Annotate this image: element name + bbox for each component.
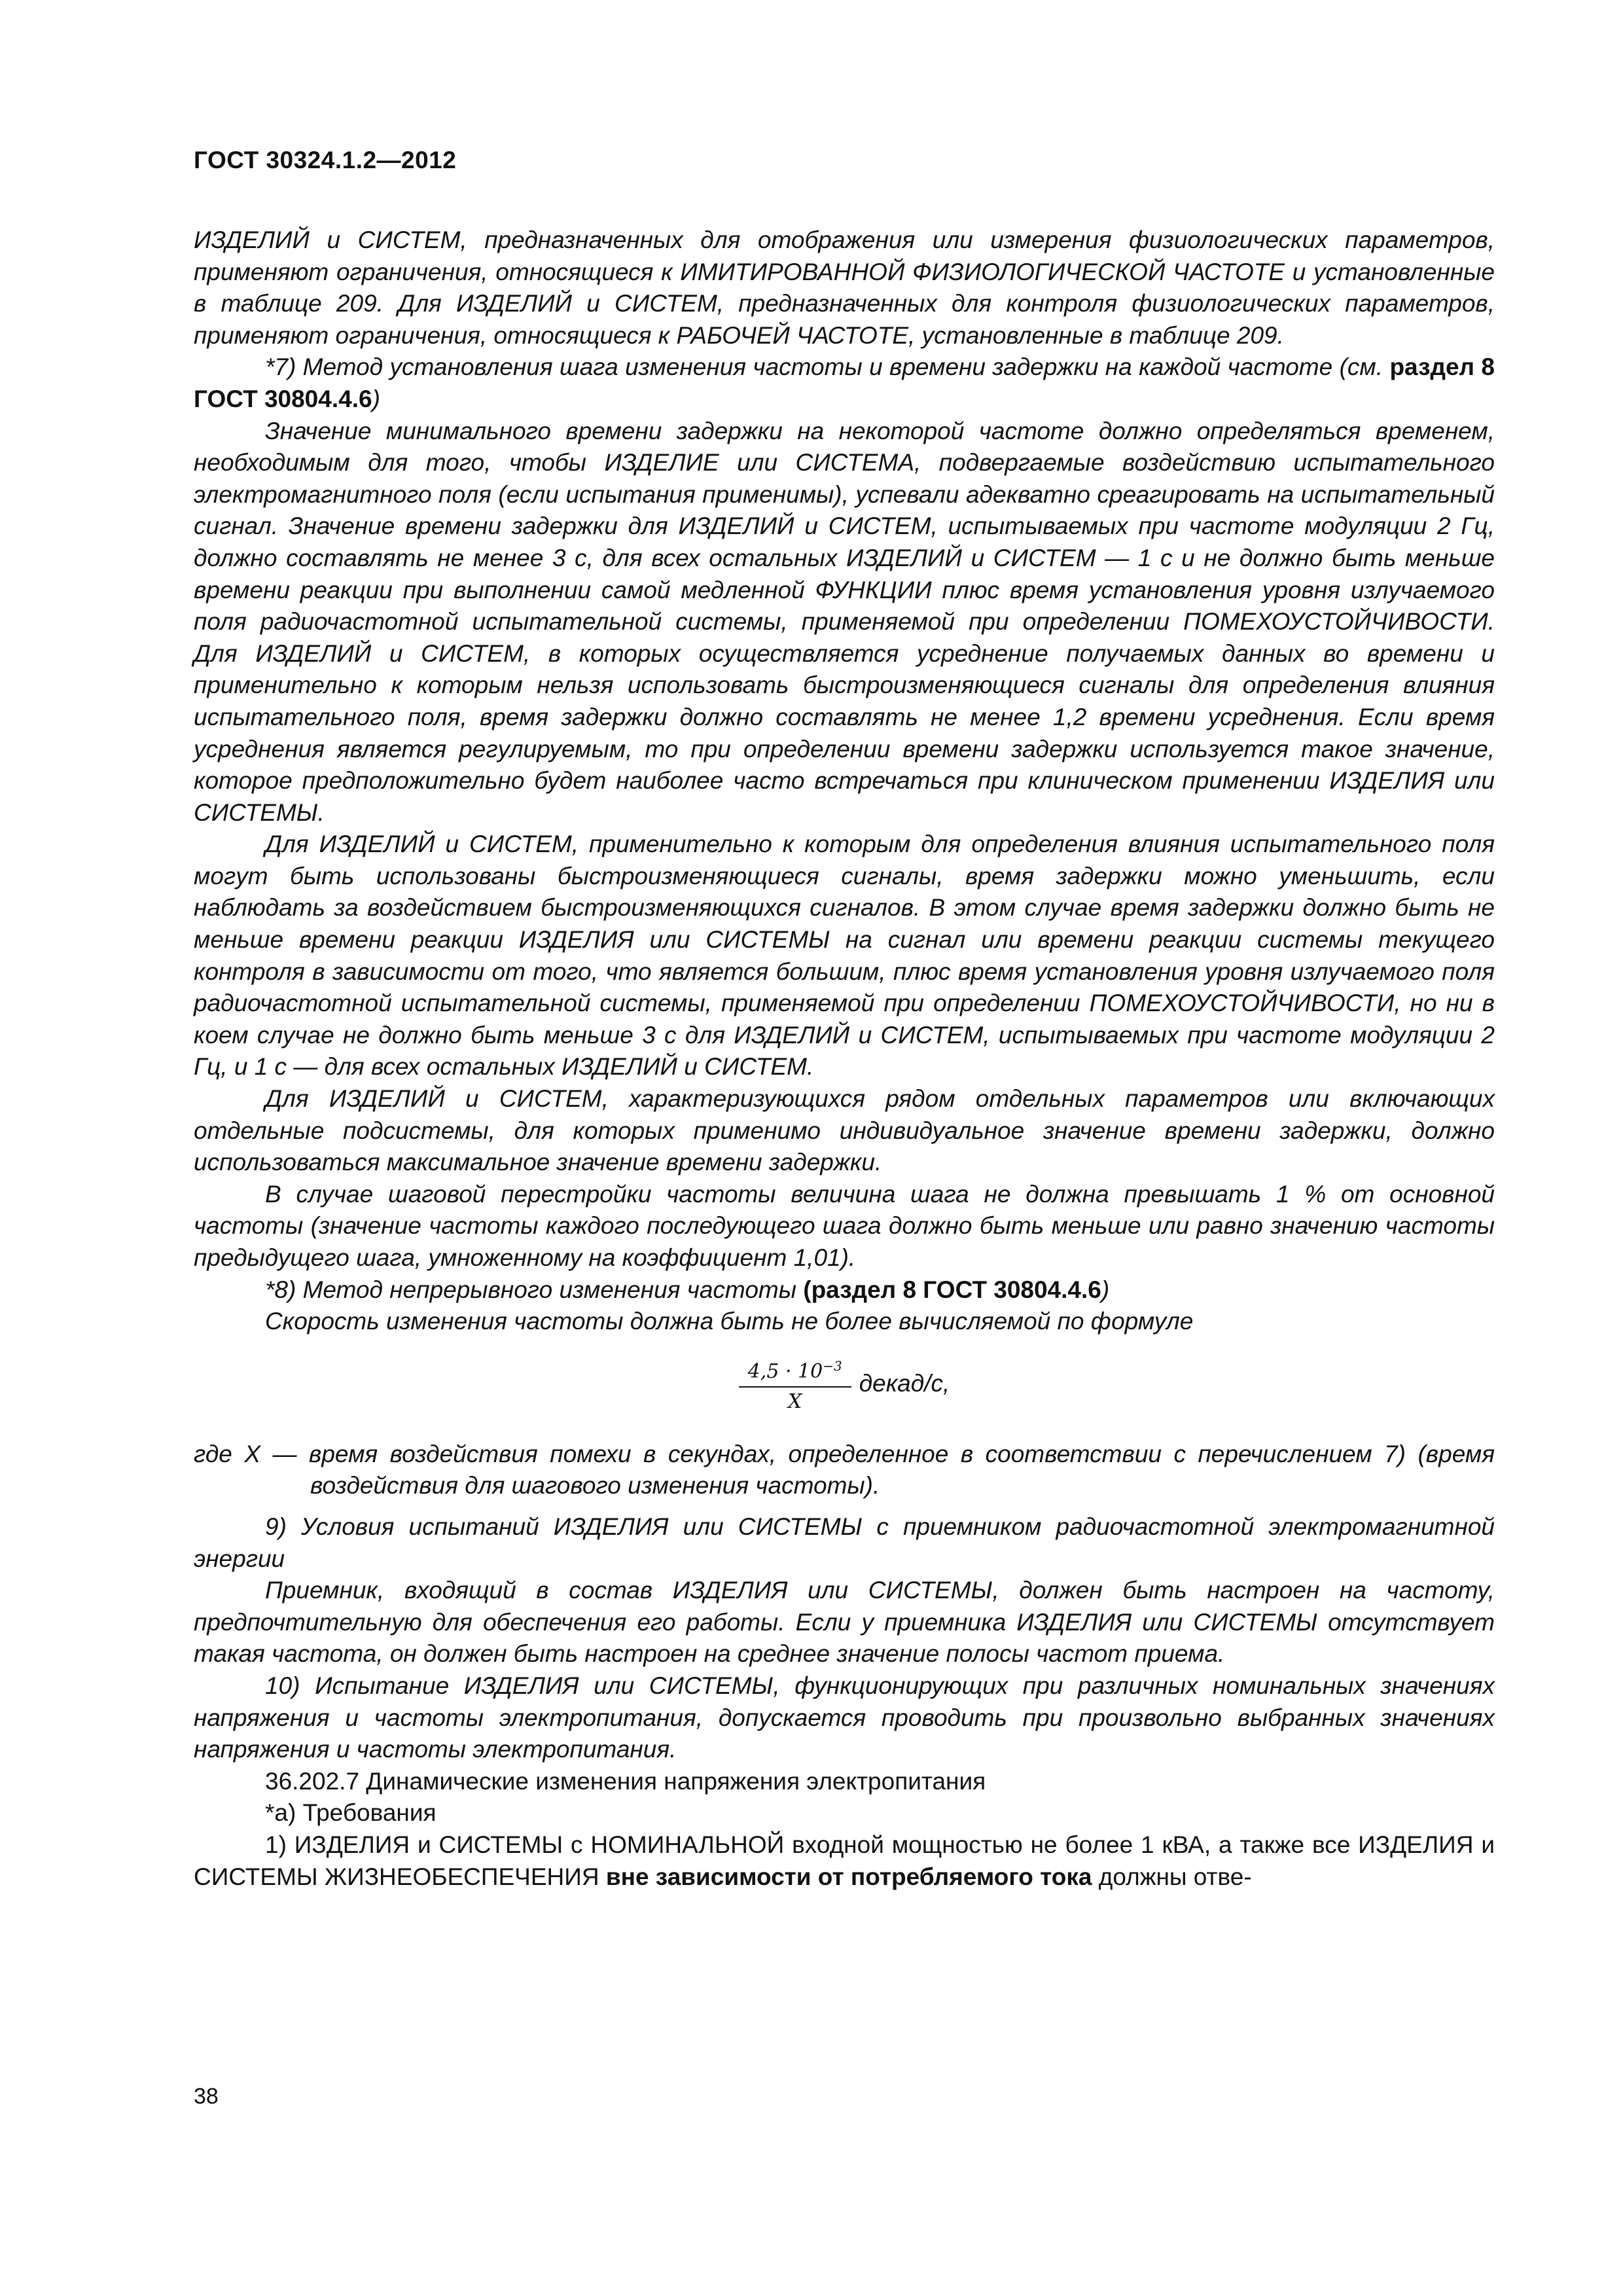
requirement-1-text: 1) ИЗДЕЛИЯ и СИСТЕМЫ с НОМИНАЛЬНОЙ входной мощностью не более 1 кВА, а также все ИЗДЕЛИЯ и СИСТЕМЫ ЖИЗНЕОБЕСПЕЧЕНИЯ: [194, 1831, 1495, 1890]
formula-fraction: [739, 1353, 851, 1415]
document-body: [194, 224, 1495, 1893]
item-8-reference: (раздел 8 ГОСТ 30804.4.6: [803, 1276, 1101, 1303]
rate-formula: [194, 1342, 1495, 1427]
item-8-text: *8) Метод непрерывного изменения частоты: [265, 1276, 804, 1303]
paragraph-delay-time: Значение минимального времени задержки на некоторой частоте должно определяться временем, необходимым для того, чтобы ИЗДЕЛИЕ или СИСТЕМА, подвергаемые воздействию испытательного электромагнитного поля (если испытания применимы), успевали адекватно среагировать на испытательный сигнал. Значение времени задержки для ИЗДЕЛИЙ и СИСТЕМ, испытываемых при частоте модуляции 2 Гц, должно составлять не менее 3 с, для всех остальных ИЗДЕЛИЙ и СИСТЕМ — 1 с и не должно быть меньше времени реакции при выполнении самой медленной ФУНКЦИИ плюс время установления уровня излучаемого поля радиочастотной испытательной системы, применяемой при определении ПОМЕХОУСТОЙЧИВОСТИ. Для ИЗДЕЛИЙ и СИСТЕМ, в которых осуществляется усреднение получаемых данных во времени и применительно к которым нельзя использовать быстроизменяющиеся сигналы для определения влияния испытательного поля, время задержки должно составлять не менее 1,2 времени усреднения. Если время усреднения является регулируемым, то при определении времени задержки используется такое значение, которое предположительно будет наиболее часто встречаться при клиническом применении ИЗДЕЛИЯ или СИСТЕМЫ.: [194, 417, 1495, 826]
page-number: 38: [194, 2084, 219, 2109]
formula-denominator: X: [788, 1390, 802, 1414]
paragraph-subsystems: Для ИЗДЕЛИЙ и СИСТЕМ, характеризующихся рядом отдельных параметров или включающих отдельные подсистемы, для которых применимо индивидуальное значение времени задержки, должно использоваться максимальное значение времени задержки.: [194, 1085, 1495, 1176]
paragraph-requirement-1: [194, 1829, 1495, 1893]
paragraph-item-8: [194, 1274, 1495, 1306]
standard-header: ГОСТ 30324.1.2—2012: [194, 147, 457, 173]
item-7-text: *7) Метод установления шага изменения частоты и времени задержки на каждой частоте (см.: [265, 353, 1383, 381]
formula-unit: декад/с,: [859, 1370, 950, 1397]
formula-numerator: $4,5 \cdot 10^{-3}$: [739, 1353, 851, 1388]
paragraph-receiver: Приемник, входящий в состав ИЗДЕЛИЯ или СИСТЕМЫ, должен быть настроен на частоту, предпочтительную для обеспечения его работы. Если у приемника ИЗДЕЛИЯ или СИСТЕМЫ отсутствует такая частота, он должен быть настроен на среднее значение полосы частот приема.: [194, 1577, 1495, 1668]
paragraph-item-7: [194, 351, 1495, 415]
requirement-1-end: должны отве-: [1092, 1863, 1252, 1890]
section-36-202-7: 36.202.7 Динамические изменения напряжения электропитания: [265, 1767, 986, 1795]
paragraph-rate-formula-intro: Скорость изменения частоты должна быть не более вычисляемой по формуле: [265, 1308, 1194, 1335]
requirement-1-emphasis: вне зависимости от потребляемого тока: [605, 1863, 1092, 1890]
item-8-close: ): [1101, 1276, 1110, 1303]
paragraph-item-10: 10) Испытание ИЗДЕЛИЯ или СИСТЕМЫ, функционирующих при различных номинальных значениях напряжения и частоты электропитания, допускается проводить при произвольно выбранных значениях напряжения и частоты электропитания.: [194, 1672, 1495, 1763]
item-7-reference: раздел 8 ГОСТ 30804.4.6: [194, 353, 1495, 412]
paragraph-step-tuning: В случае шаговой перестройки частоты величина шага не должна превышать 1 % от основной частоты (значение частоты каждого последующего шага должно быть меньше или равно значению частоты предыдущего шага, умноженному на коэффициент 1,01).: [194, 1180, 1495, 1271]
subsection-a-requirements: *a) Требования: [265, 1799, 437, 1827]
item-7-close: ): [372, 385, 380, 412]
formula-explanation: где X — время воздействия помехи в секундах, определенное в соответствии с перечислением 7) (время воздействия для шагового изменения частоты).: [194, 1440, 1495, 1499]
paragraph-item-9: 9) Условия испытаний ИЗДЕЛИЯ или СИСТЕМЫ с приемником радиочастотной электромагнитной энергии: [194, 1513, 1495, 1572]
paragraph-fast-signals: Для ИЗДЕЛИЙ и СИСТЕМ, применительно к которым для определения влияния испытательного поля могут быть использованы быстроизменяющиеся сигналы, время задержки можно уменьшить, если наблюдать за воздействием быстроизменяющихся сигналов. В этом случае время задержки должно быть не меньше времени реакции ИЗДЕЛИЯ или СИСТЕМЫ на сигнал или времени реакции системы текущего контроля в зависимости от того, что является большим, плюс время установления уровня излучаемого поля радиочастотной испытательной системы, применяемой при определении ПОМЕХОУСТОЙЧИВОСТИ, но ни в коем случае не должно быть меньше 3 с для ИЗДЕЛИЙ и СИСТЕМ, испытываемых при частоте модуляции 2 Гц, и 1 с — для всех остальных ИЗДЕЛИЙ и СИСТЕМ.: [194, 831, 1495, 1081]
formula-exponent: −3: [823, 1358, 842, 1374]
paragraph-continuation: ИЗДЕЛИЙ и СИСТЕМ, предназначенных для отображения или измерения физиологических параметров, применяют ограничения, относящиеся к ИМИТИРОВАННОЙ ФИЗИОЛОГИЧЕСКОЙ ЧАСТОТЕ и установленные в таблице 209. Для ИЗДЕЛИЙ и СИСТЕМ, предназначенных для контроля физиологических параметров, применяют ограничения, относящиеся к РАБОЧЕЙ ЧАСТОТЕ, установленные в таблице 209.: [194, 226, 1495, 349]
